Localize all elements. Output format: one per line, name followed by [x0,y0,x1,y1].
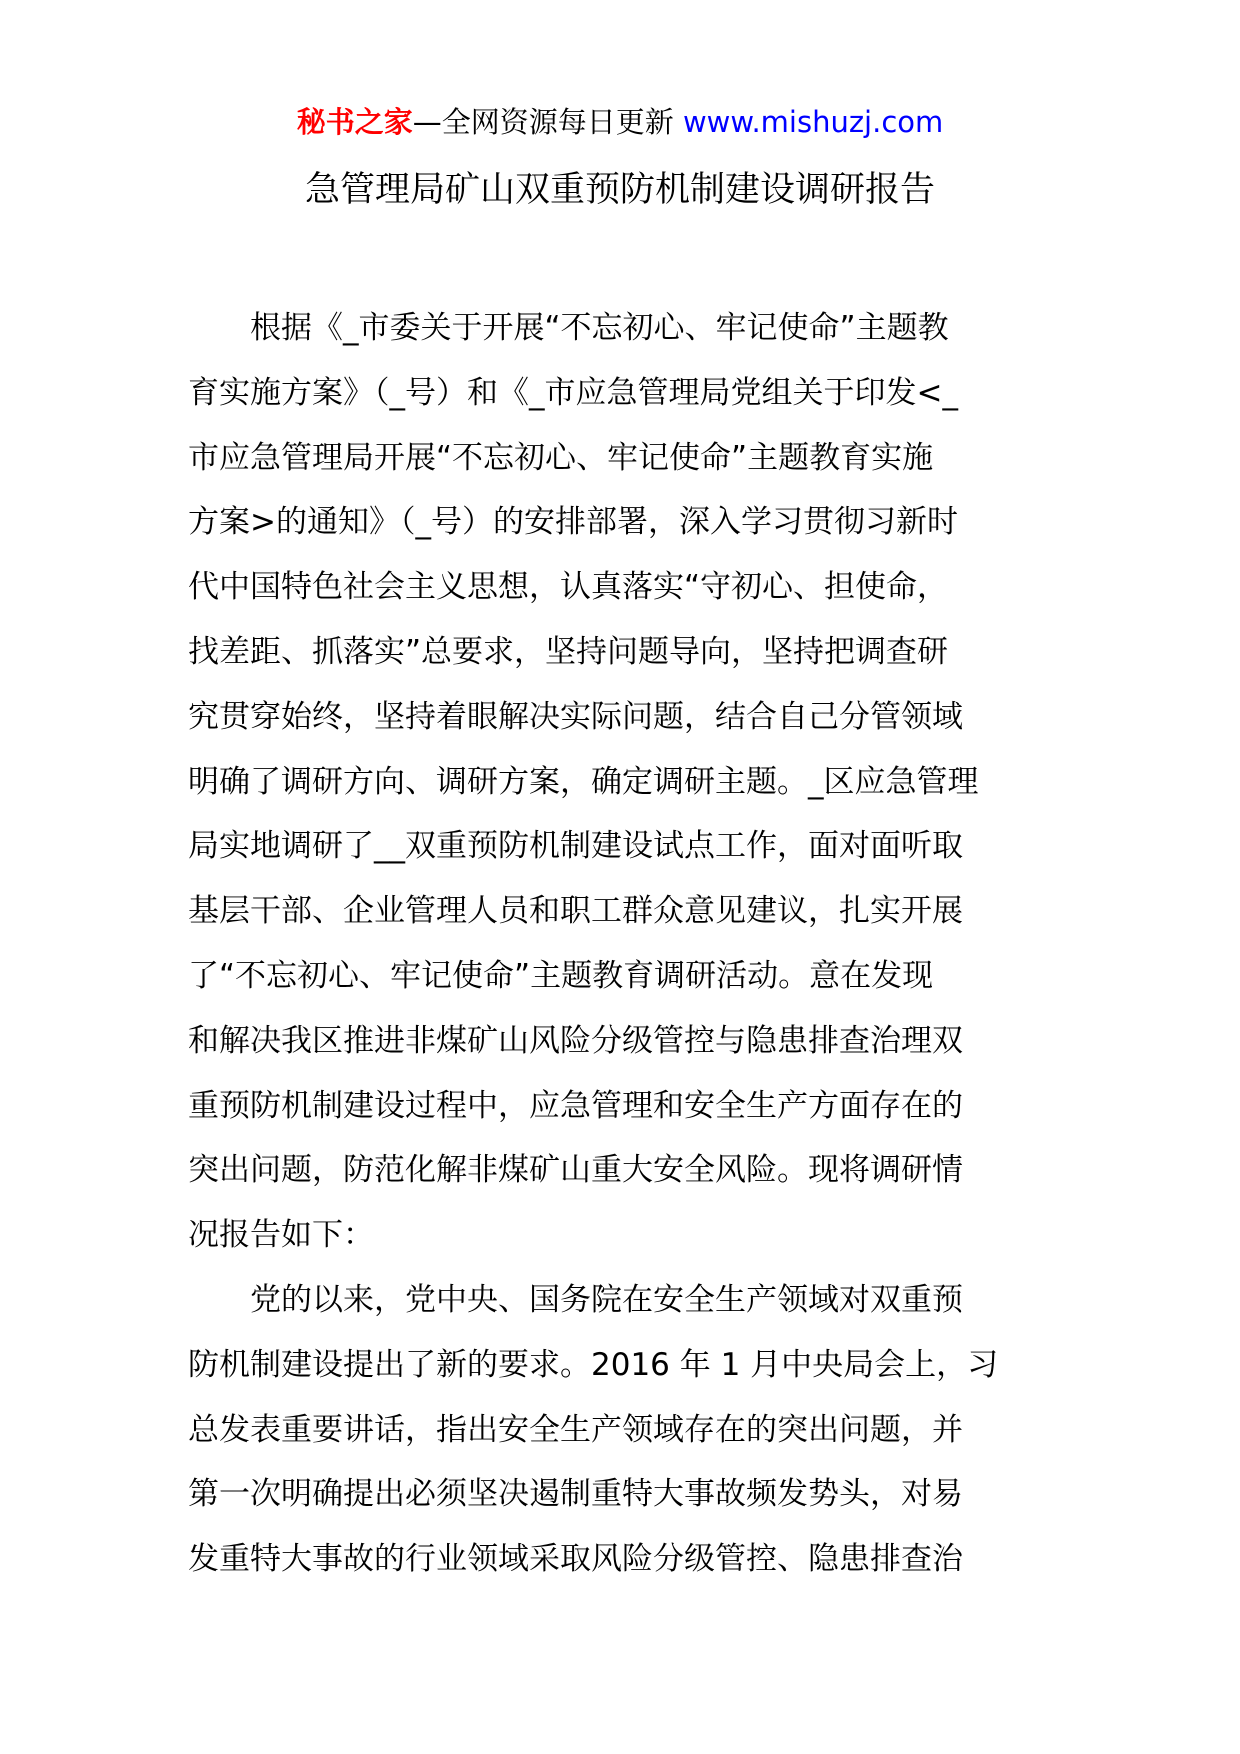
site-tagline: —全网资源每日更新 [412,105,683,139]
body-line: 基层干部、企业管理人员和职工群众意见建议，扎实开展 [188,893,963,930]
body-line: 重预防机制建设过程中，应急管理和安全生产方面存在的 [188,1087,963,1124]
body-line: 了“不忘初心、牢记使命”主题教育调研活动。意在发现 [188,957,934,994]
site-header [0,102,1240,142]
site-url-link[interactable]: www.mishuzj.com [682,105,944,139]
body-line: 突出问题，防范化解非煤矿山重大安全风险。现将调研情 [188,1152,963,1189]
site-brand: 秘书之家 [296,105,413,139]
body-line: 方案>的通知》（_号）的安排部署，深入学习贯彻习新时 [188,504,958,541]
body-line: 代中国特色社会主义思想，认真落实“守初心、担使命， [188,569,949,606]
body-line: 究贯穿始终，坚持着眼解决实际问题，结合自己分管领域 [188,698,963,735]
body-line: 党的以来，党中央、国务院在安全生产领域对双重预 [188,1281,963,1318]
body-line: 防机制建设提出了新的要求。2016 年 1 月中央局会上，习 [188,1346,999,1383]
body-line: 况报告如下： [188,1217,374,1254]
body-line: 根据《_市委关于开展“不忘初心、牢记使命”主题教 [188,310,949,346]
body-line: 第一次明确提出必须坚决遏制重特大事故频发势头，对易 [188,1476,963,1513]
document-body [188,296,1048,1592]
body-line: 和解决我区推进非煤矿山风险分级管控与隐患排查治理双 [188,1022,963,1059]
body-line: 找差距、抓落实”总要求，坚持问题导向，坚持把调查研 [188,633,949,670]
body-line: 明确了调研方向、调研方案，确定调研主题。_区应急管理 [188,763,979,800]
document-title: 急管理局矿山双重预防机制建设调研报告 [304,170,935,210]
body-line: 发重特大事故的行业领域采取风险分级管控、隐患排查治 [188,1541,963,1578]
body-line: 总发表重要讲话，指出安全生产领域存在的突出问题，并 [188,1411,963,1448]
body-line: 局实地调研了__双重预防机制建设试点工作，面对面听取 [188,828,963,865]
body-line: 育实施方案》（_号）和《_市应急管理局党组关于印发<_ [188,374,958,411]
body-line: 市应急管理局开展“不忘初心、牢记使命”主题教育实施 [188,439,934,476]
